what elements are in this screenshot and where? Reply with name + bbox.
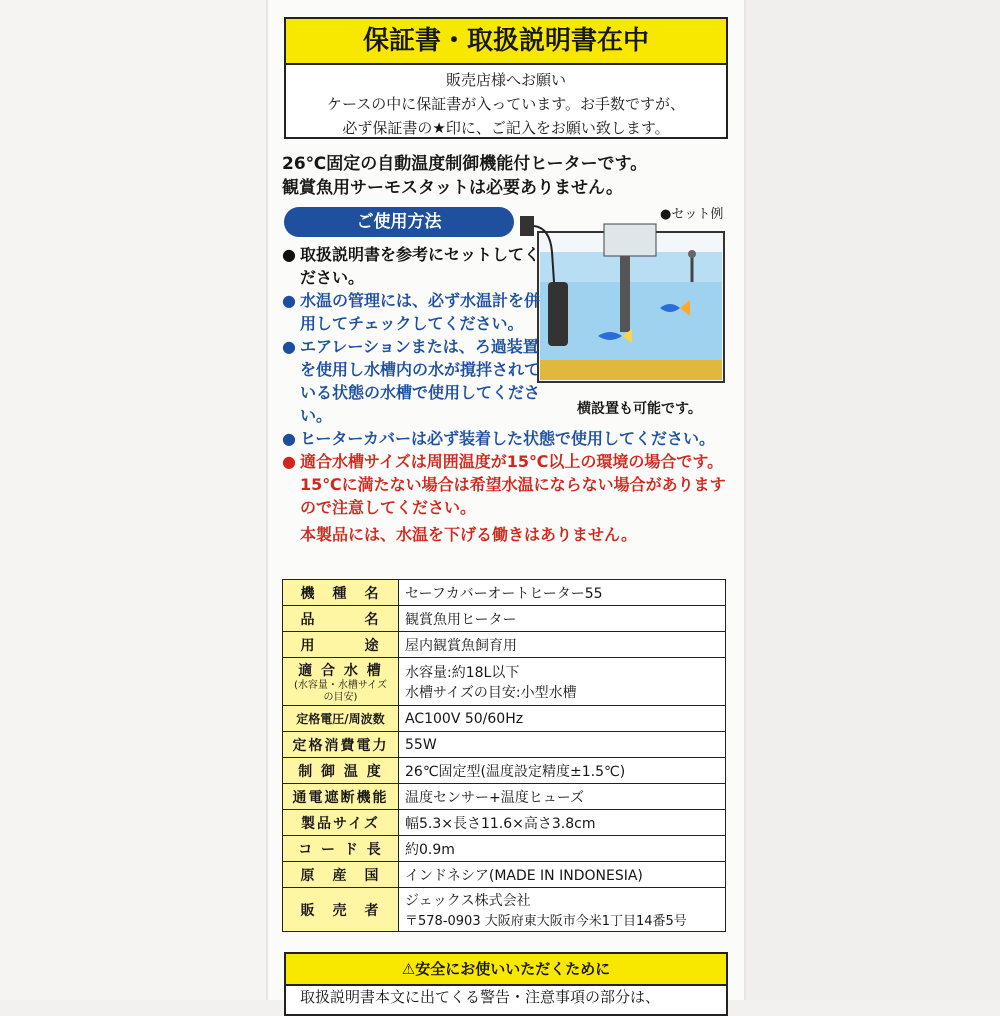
table-row: 用 途 屋内観賞魚飼育用 [283, 632, 726, 658]
instruction-item: ● 水温の管理には、必ず水温計を併用してチェックしてください。 [282, 291, 541, 333]
product-intro [282, 152, 732, 200]
warranty-line-1: 販売店様へお願い [445, 71, 566, 89]
table-row: 定格電圧/周波数 AC100V 50/60Hz [283, 706, 726, 732]
safety-notice-box [284, 952, 728, 1016]
table-row: 品 名 観賞魚用ヒーター [283, 606, 726, 632]
warranty-line-3: 必ず保証書の★印に、ご記入をお願い致します。 [342, 119, 670, 137]
table-row: 販 売 者 ジェックス株式会社 〒578-0903 大阪府東大阪市今米1丁目14番5号 [283, 888, 726, 932]
instruction-item: ● 取扱説明書を参考にセットしてください。 [282, 245, 541, 287]
table-row: 適 合 水 槽 (水容量・水槽サイズの目安) 水容量:約18L以下 水槽サイズの目安:小型水槽 [283, 658, 726, 706]
bullet-icon: ● [282, 452, 296, 471]
spec-table [282, 579, 726, 932]
instruction-item: ● 適合水槽サイズは周囲温度が15℃以上の環境の場合です。15℃に満たない場合は希望水温にならない場合がありますので注意してください。 [282, 452, 726, 517]
table-row: 製品サイズ 幅5.3×長さ11.6×高さ3.8cm [283, 810, 726, 836]
table-row: 制 御 温 度 26℃固定型(温度設定精度±1.5℃) [283, 758, 726, 784]
intro-line-2: 観賞魚用サーモスタットは必要ありません。 [282, 178, 624, 198]
bullet-icon: ● [282, 245, 296, 264]
bullet-icon: ● [282, 337, 296, 356]
cooling-notice: 本製品には、水温を下げる働きはありません。 [300, 525, 637, 544]
warranty-line-2: ケースの中に保証書が入っています。お手数ですが、 [326, 95, 686, 113]
table-row: コ ー ド 長 約0.9m [283, 836, 726, 862]
safety-text: 取扱説明書本文に出てくる警告・注意事項の部分は、 [300, 988, 661, 1006]
table-row: 機 種 名 セーフカバーオートヒーター55 [283, 580, 726, 606]
bullet-icon: ● [282, 429, 296, 448]
safety-title: ⚠安全にお使いいただくために [286, 954, 726, 986]
background-right [744, 0, 1000, 1000]
instruction-item: ● ヒーターカバーは必ず装着した状態で使用してください。 [282, 429, 716, 448]
table-row: 通電遮断機能 温度センサー+温度ヒューズ [283, 784, 726, 810]
usage-section-title: ご使用方法 [284, 207, 514, 237]
warranty-title: 保証書・取扱説明書在中 [286, 19, 726, 65]
bullet-icon: ● [282, 291, 296, 310]
background-left [0, 0, 268, 1000]
setup-caption: 横設置も可能です。 [577, 401, 702, 417]
instruction-item: ● エアレーションまたは、ろ過装置を使用し水槽内の水が撹拌されている状態の水槽で使用してください。 [282, 337, 541, 425]
intro-line-1: 26℃固定の自動温度制御機能付ヒーターです。 [282, 154, 648, 174]
table-row: 原 産 国 インドネシア(MADE IN INDONESIA) [283, 862, 726, 888]
cord-plug [520, 216, 534, 236]
setup-example-label: ●セット例 [660, 207, 724, 222]
usage-instructions [282, 243, 732, 547]
warranty-notice-box [284, 17, 728, 139]
table-row: 定格消費電力 55W [283, 732, 726, 758]
